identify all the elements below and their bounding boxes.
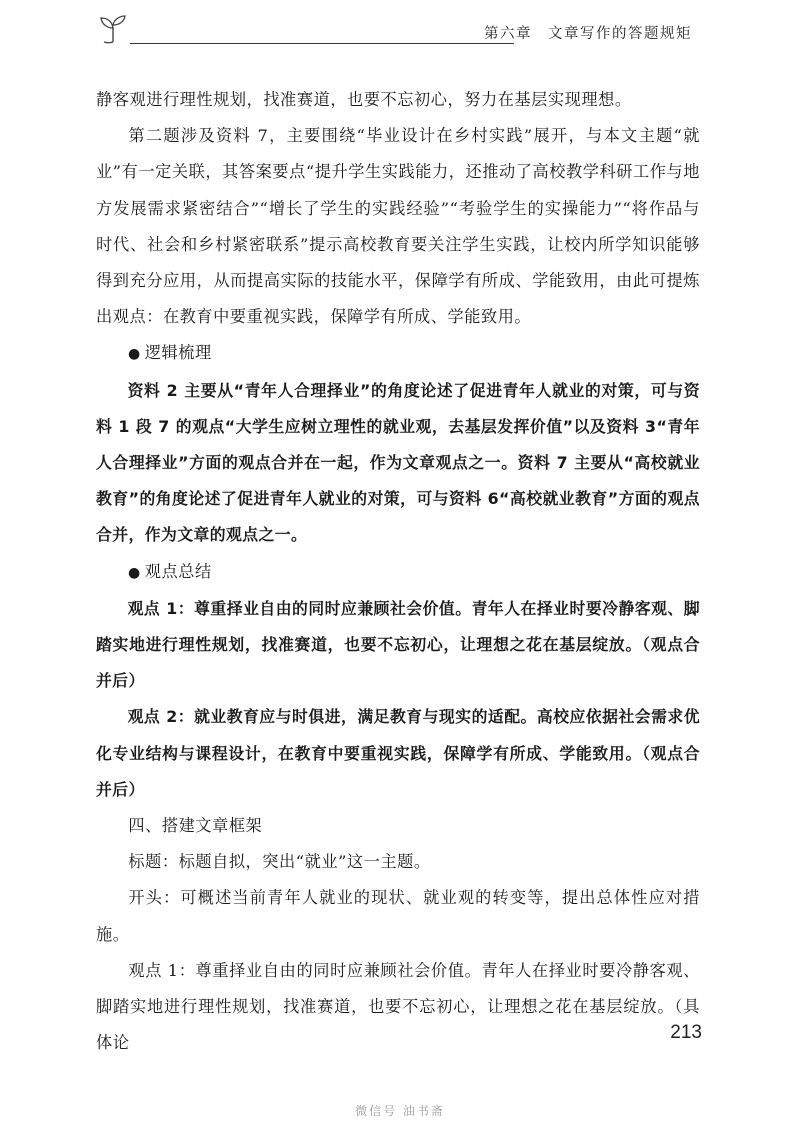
paragraph: 第二题涉及资料 7，主要围绕“毕业设计在乡村实践”展开，与本文主题“就业”有一定关联，其答案要点“提升学生实践能力，还推动了高校教学科研工作与地方发展需求紧密结合”“增长了学生的实践经验”“考验学生的实操能力”“将作品与时代、社会和乡村紧密联系”提示高校教育要关注学生实践，让校内所学知识能够得到充分应用，从而提高实际的技能水平，保障学有所成、学能致用，由此可提炼出观点：在教育中要重视实践，保障学有所成、学能致用。 (96, 126, 700, 327)
page-number: 213 (670, 1022, 702, 1043)
heading-label: 观点总结 (144, 561, 212, 581)
running-header (96, 8, 700, 48)
paragraph: 静客观进行理性规划，找准赛道，也要不忘初心，努力在基层实现理想。 (96, 90, 632, 109)
bullet-icon: ● (128, 346, 141, 363)
paragraph: 观点 1：尊重择业自由的同时应兼顾社会价值。青年人在择业时要冷静客观、脚踏实地进行理性规划，找准赛道，也要不忘初心，让理想之花在基层绽放。（具体论 (96, 960, 700, 1053)
paragraph: 开头：可概述当前青年人就业的现状、就业观的转变等，提出总体性应对措施。 (96, 888, 700, 944)
watermark-text: 微信号 油书斋 (355, 1104, 445, 1118)
page-body (96, 82, 700, 1061)
chapter-title: 第六章 文章写作的答题规矩 (484, 26, 692, 42)
header-rule (130, 43, 514, 44)
watermark (0, 1100, 800, 1119)
paragraph: 标题：标题自拟，突出“就业”这一主题。 (128, 852, 431, 872)
section-heading: 四、搭建文章框架 (128, 816, 263, 836)
section-heading-logic (96, 335, 700, 372)
sprout-icon (96, 12, 130, 46)
section-heading-summary (96, 554, 700, 591)
paragraph: 观点 2：就业教育应与时俱进，满足教育与现实的适配。高校应依据社会需求优化专业结构与课程设计，在教育中要重视实践，保障学有所成、学能致用。（观点合并后） (96, 707, 700, 799)
bullet-icon: ● (128, 564, 141, 581)
paragraph: 资料 2 主要从“青年人合理择业”的角度论述了促进青年人就业的对策，可与资料 1 段 7 的观点“大学生应树立理性的就业观，去基层发挥价值”以及资料 3“青年人合理择业”方面的观点合并在一起，作为文章观点之一。资料 7 主要从“高校就业教育”的角度论述了促进青年人就业的对策，可与资料 6“高校就业教育”方面的观点合并，作为文章的观点之一。 (96, 380, 700, 545)
paragraph: 观点 1：尊重择业自由的同时应兼顾社会价值。青年人在择业时要冷静客观、脚踏实地进行理性规划，找准赛道，也要不忘初心，让理想之花在基层绽放。（观点合并后） (96, 598, 700, 691)
heading-label: 逻辑梳理 (144, 343, 212, 363)
